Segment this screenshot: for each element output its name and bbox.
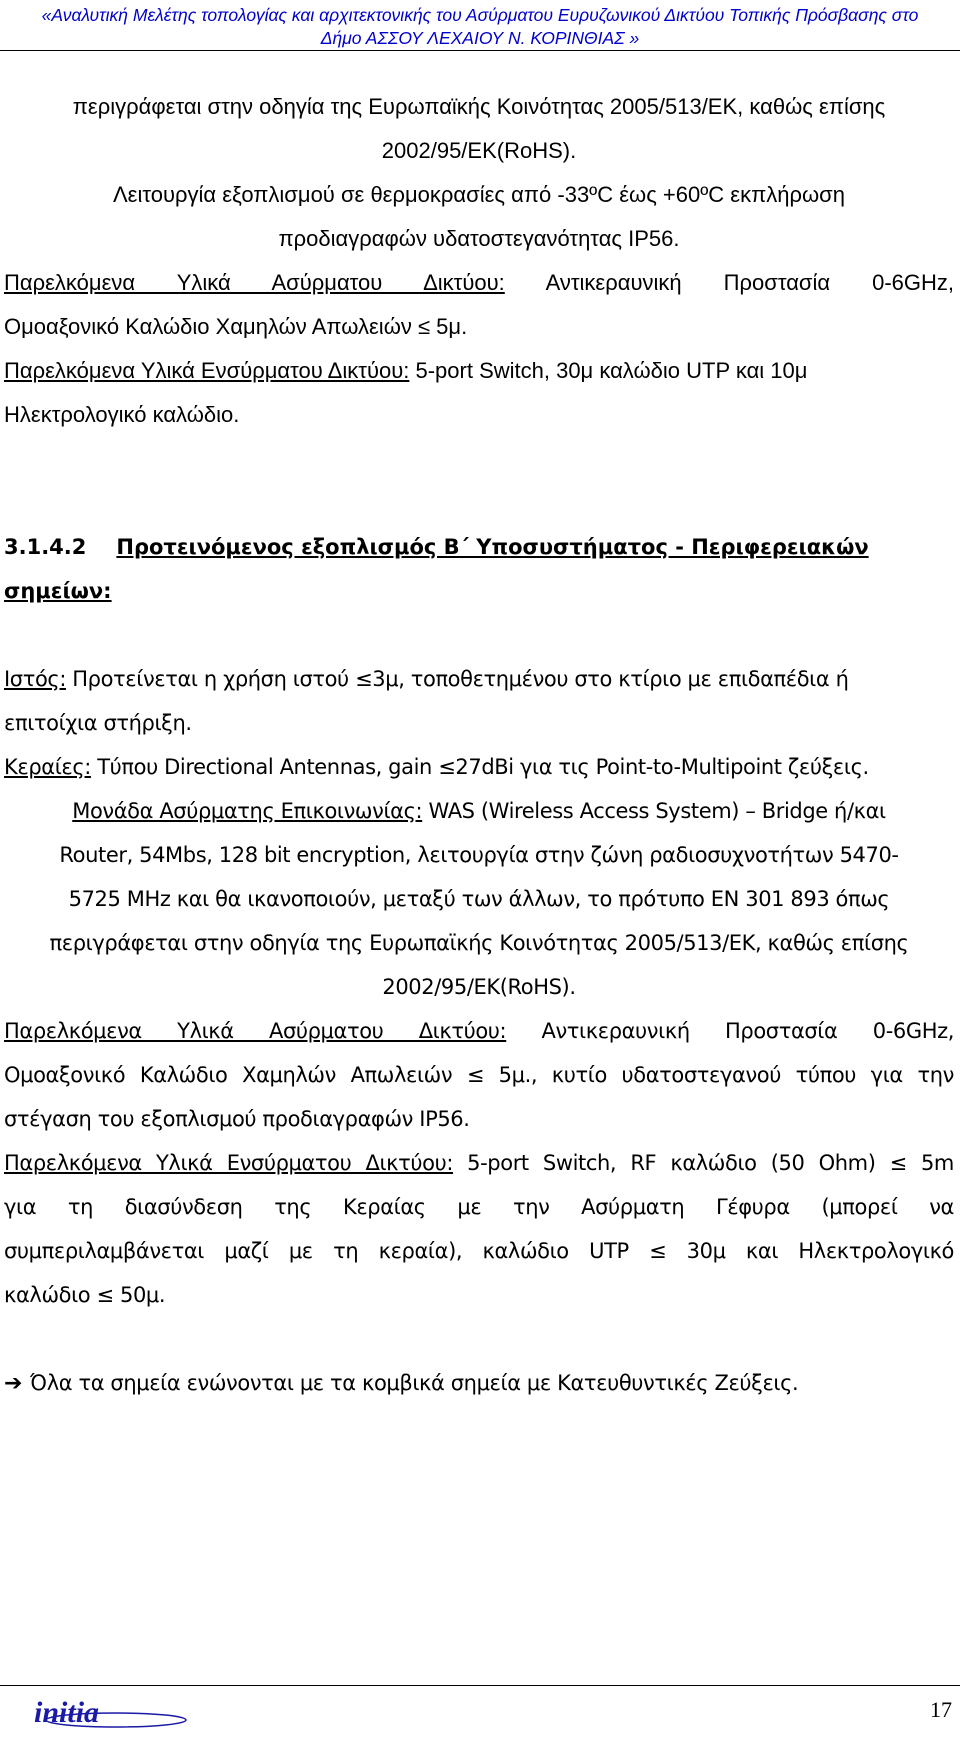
unit-line-5: 2002/95/ΕΚ(RoHS). xyxy=(382,975,576,999)
top-wireless-text: Αντικεραυνική Προστασία 0-6GHz, xyxy=(545,270,954,295)
spacer xyxy=(4,1317,954,1361)
antenna-label: Κεραίες: xyxy=(4,755,91,779)
final-text: Όλα τα σημεία ενώνονται με τα κομβικά σημεία με Κατευθυντικές Ζεύξεις. xyxy=(30,1371,799,1395)
unit-label: Μονάδα Ασύρματης Επικοινωνίας: xyxy=(72,799,423,823)
wireless-line-3: στέγαση του εξοπλισμού προδιαγραφών IP56. xyxy=(4,1107,470,1131)
wired-line-2: για τη διασύνδεση της Κεραίας με την Ασύρματη Γέφυρα (μπορεί να xyxy=(4,1195,954,1219)
unit-line-3: 5725 MHz και θα ικανοποιούν, μεταξύ των άλλων, το πρότυπο EN 301 893 όπως xyxy=(68,887,890,911)
wired-line xyxy=(4,1141,954,1185)
section-title-2: σημείων: xyxy=(4,579,112,603)
section-heading xyxy=(4,525,954,569)
top-wireless-label: Παρελκόμενα Υλικά Ασύρματου Δικτύου: xyxy=(4,270,505,295)
top-wired-line xyxy=(4,349,954,393)
wired-line-3: συμπεριλαμβάνεται μαζί με τη κεραία), καλώδιο UTP ≤ 30μ και Ηλεκτρολογικό xyxy=(4,1239,954,1263)
wireless-line-2: Ομοαξονικό Καλώδιο Χαμηλών Απωλειών ≤ 5μ., κυτίο υδατοστεγανού τύπου για την xyxy=(4,1063,954,1087)
section-number: 3.1.4.2 xyxy=(4,535,87,559)
spacer xyxy=(4,437,954,525)
unit-line-2: Router, 54Mbs, 128 bit encryption, λειτουργία στην ζώνη ραδιοσυχνοτήτων 5470- xyxy=(59,843,899,867)
top-line-2: 2002/95/ΕΚ(RoHS). xyxy=(381,138,577,163)
wireless-label: Παρελκόμενα Υλικά Ασύρματου Δικτύου: xyxy=(4,1019,507,1043)
section-heading-cont xyxy=(4,569,954,613)
logo-text: initia xyxy=(34,1696,100,1729)
wired-text: 5-port Switch, RF καλώδιο (50 Ohm) ≤ 5m xyxy=(467,1151,954,1175)
header-line-2: Δήμο ΑΣΣΟΥ ΛΕΧΑΙΟΥ Ν. ΚΟΡΙΝΘΙΑΣ » xyxy=(320,28,640,48)
top-wired-text: 5-port Switch, 30μ καλώδιο UTP και 10μ xyxy=(415,358,808,383)
top-wireless-line-2: Ομοαξονικό Καλώδιο Χαμηλών Απωλειών ≤ 5μ. xyxy=(4,314,468,339)
section-title: Προτεινόμενος εξοπλισμός Β΄ Υποσυστήματος - Περιφερειακών xyxy=(116,535,869,559)
top-wired-label: Παρελκόμενα Υλικά Ενσύρματου Δικτύου: xyxy=(4,358,410,383)
mast-line-2: επιτοίχια στήριξη. xyxy=(4,711,192,735)
unit-line-4: περιγράφεται στην οδηγία της Ευρωπαϊκής Κοινότητας 2005/513/ΕΚ, καθώς επίσης xyxy=(49,931,909,955)
top-line-4: προδιαγραφών υδατοστεγανότητας IP56. xyxy=(278,226,680,251)
initia-logo xyxy=(28,1696,188,1730)
top-wired-line-2: Ηλεκτρολογικό καλώδιο. xyxy=(4,402,240,427)
unit-text: WAS (Wireless Access System) – Bridge ή/και xyxy=(428,799,886,823)
wired-label: Παρελκόμενα Υλικά Ενσύρματου Δικτύου: xyxy=(4,1151,454,1175)
top-line-1: περιγράφεται στην οδηγία της Ευρωπαϊκής Κοινότητας 2005/513/ΕΚ, καθώς επίσης xyxy=(72,94,886,119)
antenna-line xyxy=(4,745,954,789)
top-wireless-line xyxy=(4,261,954,305)
wired-line-4: καλώδιο ≤ 50μ. xyxy=(4,1283,166,1307)
wireless-text: Αντικεραυνική Προστασία 0-6GHz, xyxy=(541,1019,954,1043)
mast-label: Ιστός: xyxy=(4,667,66,691)
header-rule xyxy=(0,50,960,51)
page-content xyxy=(4,85,954,1406)
arrow-right-icon: ➔ xyxy=(4,1371,23,1396)
spacer xyxy=(4,613,954,657)
header-line-1: «Αναλυτική Μελέτης τοπολογίας και αρχιτεκτονικής του Ασύρματου Ευρυζωνικού Δικτύου Τοπικής Πρόσβασης στο xyxy=(41,5,919,25)
running-header xyxy=(0,4,960,50)
mast-text: Προτείνεται η χρήση ιστού ≤3μ, τοποθετημένου στο κτίριο με επιδαπέδια ή xyxy=(72,667,849,691)
final-line xyxy=(4,1361,954,1406)
top-line-3: Λειτουργία εξοπλισμού σε θερμοκρασίες από -33ºC έως +60ºC εκπλήρωση xyxy=(112,182,845,207)
antenna-text: Τύπου Directional Antennas, gain ≤27dBi για τις Point-to-Multipoint ζεύξεις. xyxy=(97,755,869,779)
footer-rule xyxy=(0,1685,960,1686)
wireless-line xyxy=(4,1009,954,1053)
page-number: 17 xyxy=(930,1697,952,1722)
unit-line xyxy=(4,789,954,833)
mast-line xyxy=(4,657,954,701)
